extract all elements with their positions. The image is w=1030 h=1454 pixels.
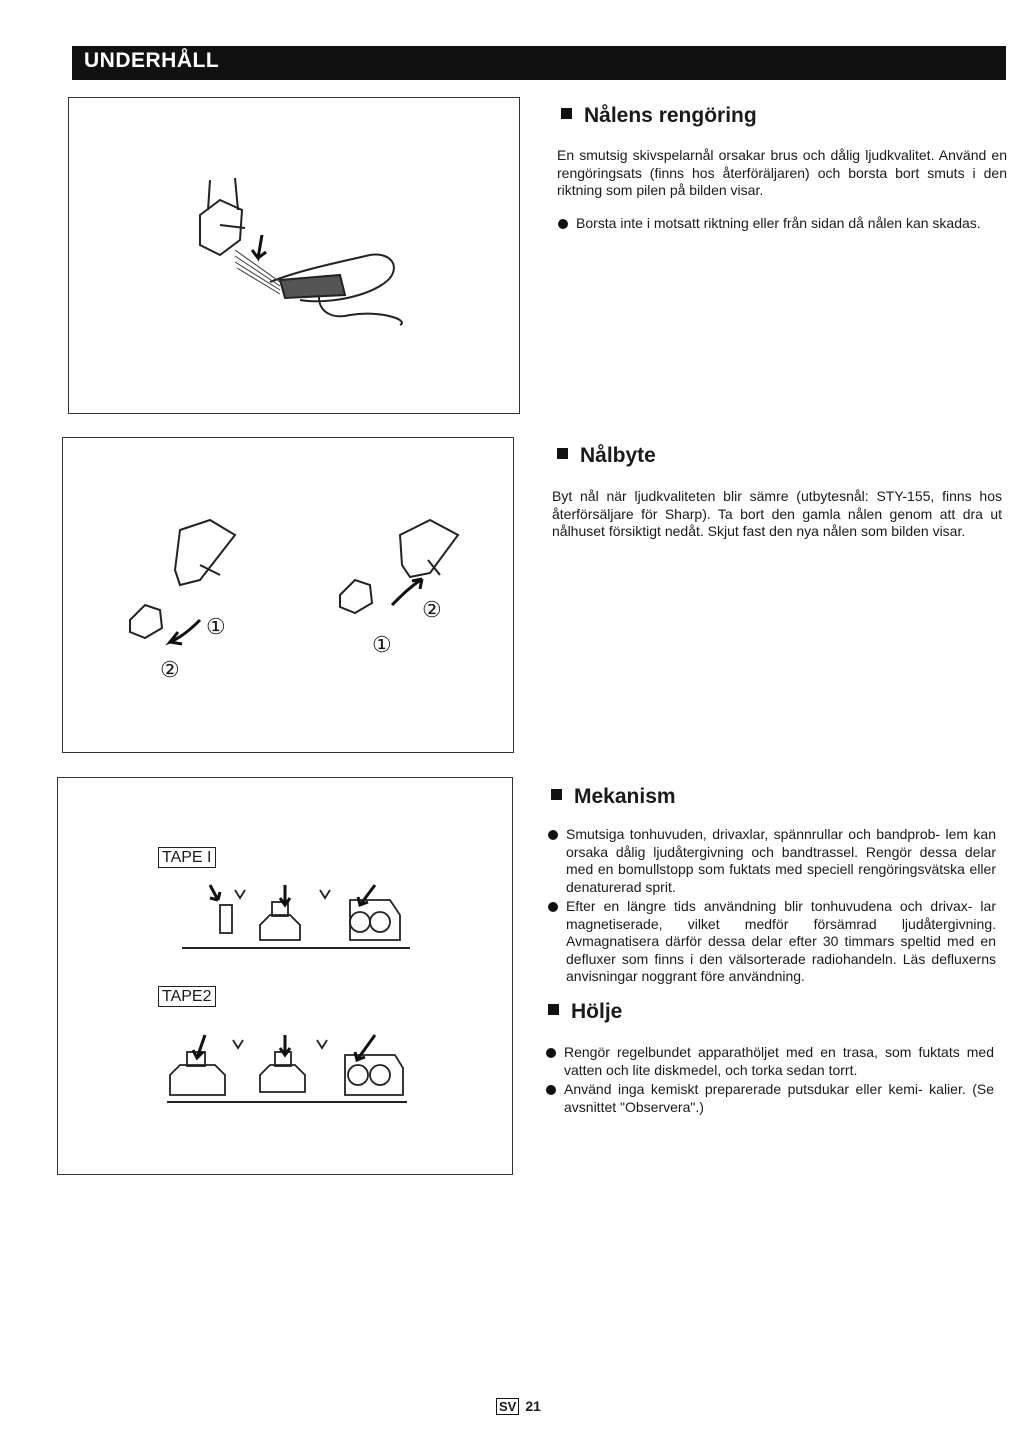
- square-bullet-icon: [557, 448, 568, 459]
- bullet-dot-icon: [558, 219, 568, 229]
- square-bullet-icon: [548, 1004, 559, 1015]
- tape2-mechanism-illustration: [165, 1030, 410, 1110]
- mechanism-bullets: [548, 826, 996, 988]
- language-badge: SV: [496, 1398, 519, 1415]
- list-item: Rengör regelbundet apparathöljet med en trasa, som fuktats med vatten och lite diskmedel, och torka sedan torrt.: [546, 1044, 994, 1079]
- needle-insert-illustration: [330, 505, 470, 625]
- step-marker-2-right: ②: [422, 597, 442, 622]
- bullet-dot-icon: [548, 830, 558, 840]
- list-item: Borsta inte i motsatt riktning eller från sidan då nålen kan skadas.: [558, 215, 1007, 233]
- housing-bullets: [546, 1044, 994, 1118]
- needle-cleaning-bullets: [558, 215, 1007, 235]
- needle-brush-illustration: [180, 170, 420, 340]
- bullet-dot-icon: [546, 1085, 556, 1095]
- step-marker-1-left: ①: [206, 614, 226, 639]
- tape1-mechanism-illustration: [180, 880, 412, 960]
- list-item: Efter en längre tids användning blir tonhuvudena och drivax- lar magnetiserade, vilket medför försämrad ljudåtergivning. Avmagnatisera därför dessa delar efter 30 timmars speltid med en defluxer som finns i den välsorterade radiohandeln. Läs defluxerns anvisningar noggrant före användning.: [548, 898, 996, 986]
- section-title-needle-cleaning: Nålens rengöring: [561, 104, 757, 128]
- bullet-dot-icon: [548, 902, 558, 912]
- list-item: Använd inga kemiskt preparerade putsdukar eller kemi- kalier. (Se avsnittet "Observera".): [546, 1081, 994, 1116]
- header-bar: [72, 46, 1006, 80]
- figure-mechanism: [57, 777, 513, 1175]
- tape1-label: TAPE I: [158, 847, 216, 868]
- step-marker-2-left: ②: [160, 657, 180, 682]
- page-title: UNDERHÅLL: [84, 49, 220, 72]
- square-bullet-icon: [561, 108, 572, 119]
- page-footer: [496, 1398, 541, 1414]
- tape2-label: TAPE2: [158, 986, 216, 1007]
- bullet-dot-icon: [546, 1048, 556, 1058]
- page-number: 21: [525, 1398, 541, 1414]
- section-title-needle-replacement: Nålbyte: [557, 444, 656, 468]
- list-item: Smutsiga tonhuvuden, drivaxlar, spännrullar och bandprob- lem kan orsaka dålig ljudåtergivning och bandtrassel. Rengör dessa delar med en bomullstopp som fuktats med speciell rengöringsvätska eller denaturerad sprit.: [548, 826, 996, 896]
- square-bullet-icon: [551, 789, 562, 800]
- section-title-mechanism: Mekanism: [551, 785, 676, 809]
- needle-remove-illustration: [120, 510, 250, 650]
- section-title-housing: Hölje: [548, 1000, 622, 1024]
- needle-cleaning-text: En smutsig skivspelarnål orsakar brus och dålig ljudkvalitet. Använd en rengöringsats (finns hos återföräljaren) och borsta bort smuts i den riktning som pilen på bilden visar.: [557, 147, 1007, 198]
- needle-replacement-text: Byt nål när ljudkvaliteten blir sämre (utbytesnål: STY-155, finns hos återförsäljare för Sharp). Ta bort den gamla nålen genom att dra ut nålhuset försiktigt nedåt. Skjut fast den nya nålen som bilden visar.: [552, 488, 1002, 539]
- step-marker-1-right: ①: [372, 632, 392, 657]
